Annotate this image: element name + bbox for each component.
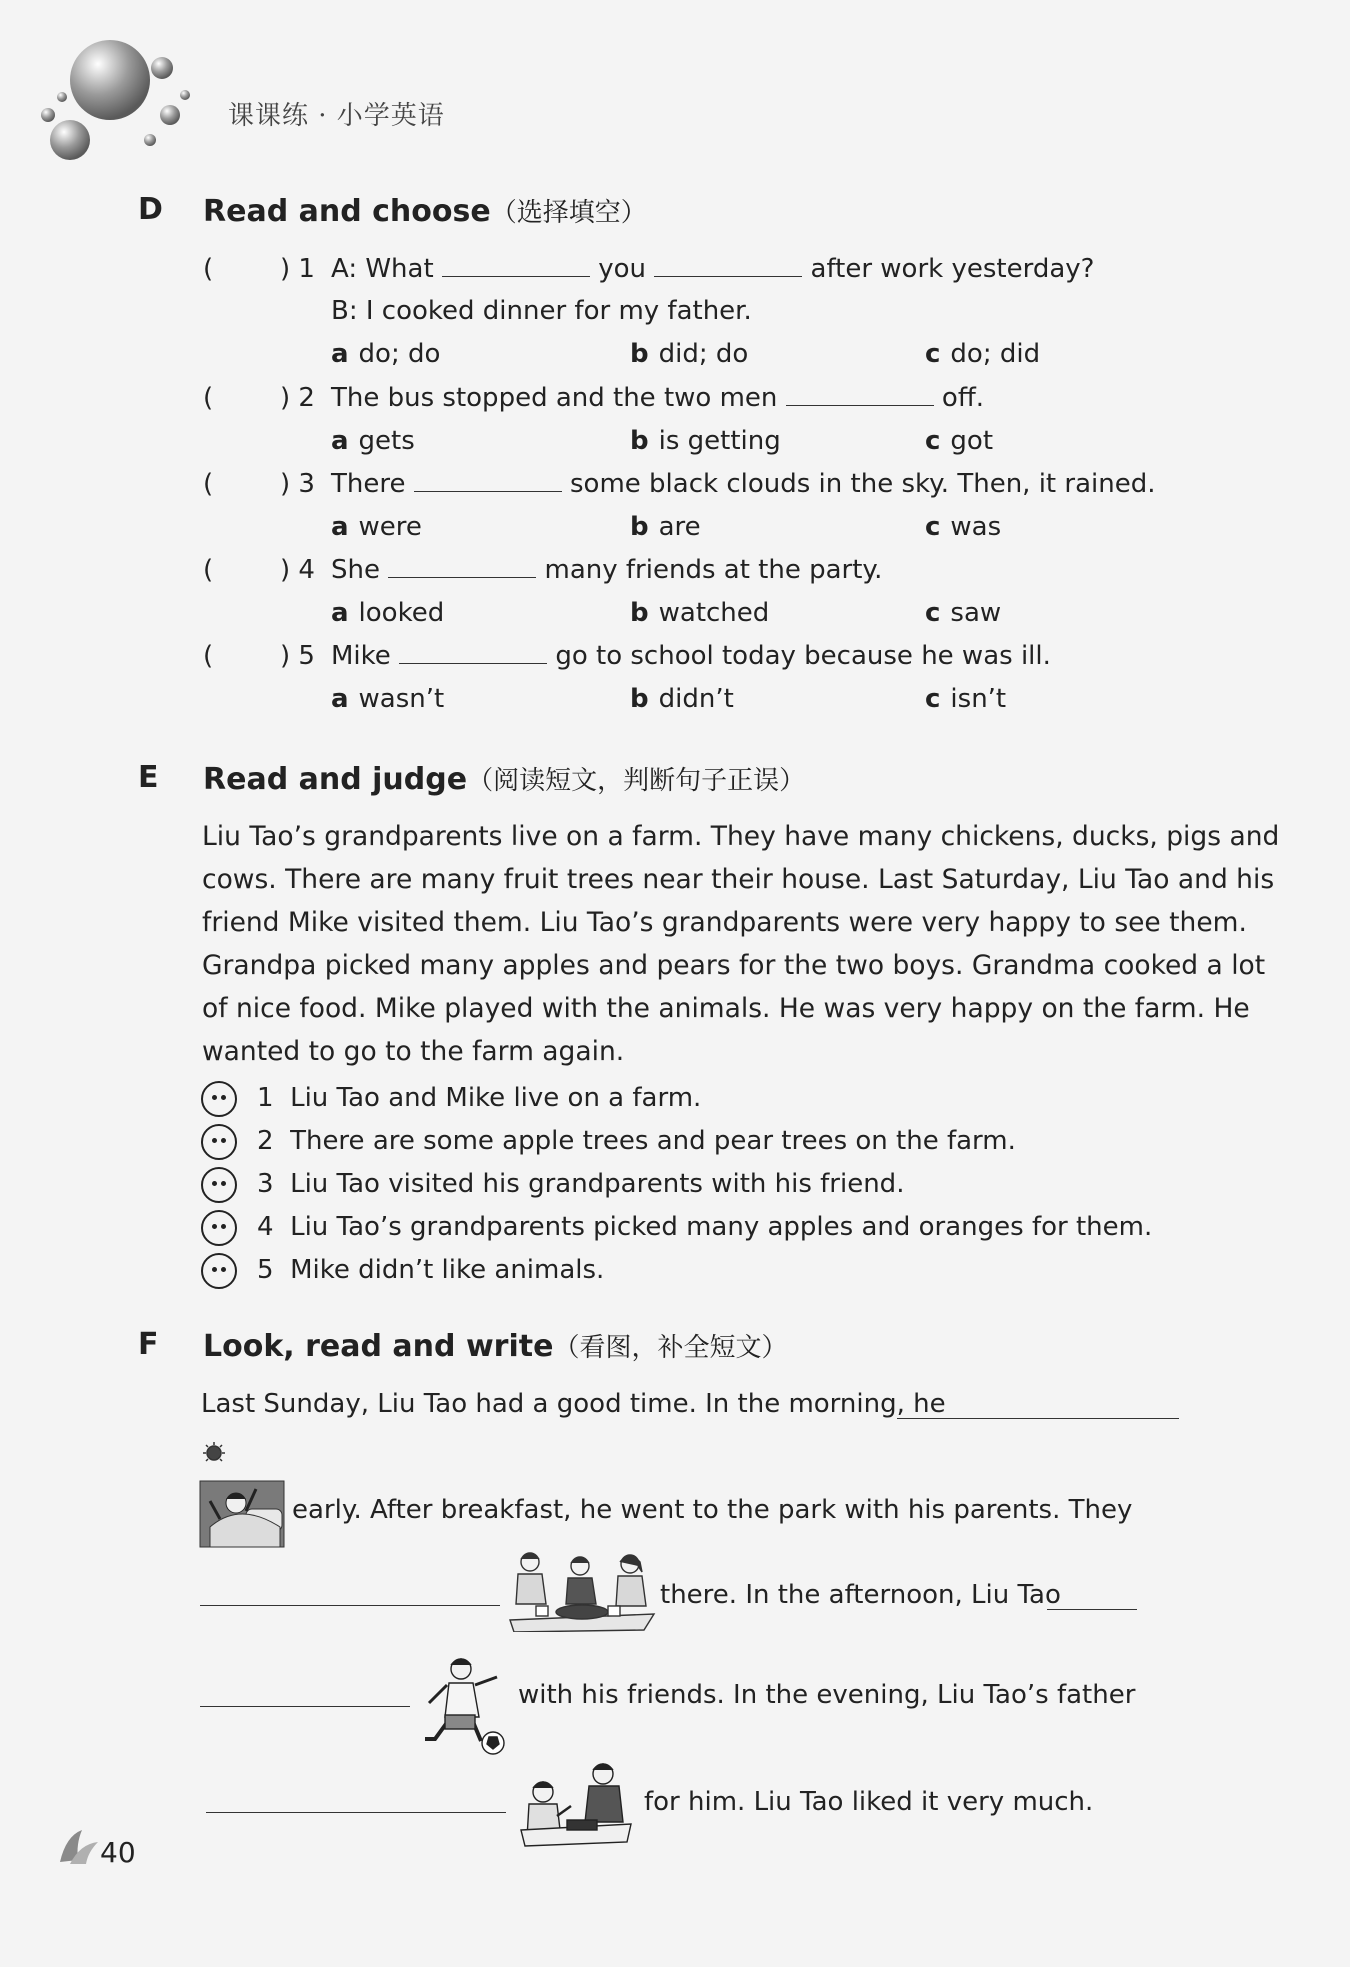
section-e-heading [203,760,805,797]
q5-paren-open: ( [203,641,214,671]
q3-prefix: There [331,469,406,499]
statement-text: Liu Tao visited his grandparents with his friend. [290,1169,905,1199]
f-blank-4[interactable] [200,1706,410,1707]
q2-paren-open: ( [203,383,214,413]
q1-option-c[interactable] [925,339,1040,369]
q1-blank-1[interactable] [442,254,590,277]
f-blank-5[interactable] [206,1812,506,1813]
face-icon-1[interactable] [201,1081,237,1117]
boy-waking-up-picture-icon [198,1441,286,1549]
option-letter: a [331,598,349,628]
q1-paren-open: ( [203,254,214,284]
q1-line2: B: I cooked dinner for my father. [331,296,752,326]
option-text: was [950,512,1002,542]
statement-1 [257,1083,701,1113]
q1-paren-close: ) [280,254,291,284]
q3-paren-open: ( [203,469,214,499]
passage-line: cows. There are many fruit trees near their house. Last Saturday, Liu Tao and his [202,864,1275,895]
f-line-3: there. In the afternoon, Liu Tao [660,1580,1061,1610]
statement-text: There are some apple trees and pear trees on the farm. [290,1126,1016,1156]
passage-line: friend Mike visited them. Liu Tao’s grandparents were very happy to see them. [202,907,1247,938]
face-icon-2[interactable] [201,1124,237,1160]
q4-option-c[interactable] [925,598,1001,628]
statement-5 [257,1255,604,1285]
q5-blank[interactable] [399,641,547,664]
q4-option-a[interactable] [331,598,444,628]
option-letter: a [331,339,349,369]
option-letter: a [331,426,349,456]
section-d-heading [203,192,647,229]
face-icon-4[interactable] [201,1210,237,1246]
q5-suffix: go to school today because he was ill. [555,641,1051,671]
option-text: didn’t [658,684,734,714]
option-letter: c [925,426,941,456]
option-letter: c [925,598,941,628]
option-text: gets [358,426,415,456]
statement-text: Liu Tao and Mike live on a farm. [290,1083,702,1113]
q3-paren-close: ) [280,469,291,499]
boy-playing-football-picture-icon [417,1655,511,1759]
section-f-title: Look, read and write [203,1329,554,1364]
q5-option-c[interactable] [925,684,1006,714]
q1-mid: you [598,254,646,284]
option-letter: c [925,339,941,369]
option-letter: a [331,684,349,714]
option-text: got [950,426,994,456]
q5-paren-close: ) [280,641,291,671]
q5-option-a[interactable] [331,684,444,714]
passage-line: of nice food. Mike played with the animals. He was very happy on the farm. He [202,993,1250,1024]
section-e-letter: E [138,760,159,795]
f-line-1: Last Sunday, Liu Tao had a good time. In the morning, he [201,1389,946,1419]
option-letter: c [925,512,941,542]
passage-line: Liu Tao’s grandparents live on a farm. They have many chickens, ducks, pigs and [202,821,1280,852]
q3-number [280,469,315,499]
option-letter: b [630,339,649,369]
option-text: saw [950,598,1002,628]
q5-num: 5 [298,641,315,671]
option-letter: b [630,684,649,714]
q2-number [280,383,315,413]
q2-paren-close: ) [280,383,291,413]
statement-text: Liu Tao’s grandparents picked many apples and oranges for them. [290,1212,1153,1242]
option-text: are [658,512,701,542]
family-picnic-picture-icon [508,1550,656,1632]
f-blank-3[interactable] [1047,1609,1137,1610]
section-f-subtitle: （看图，补全短文） [553,1333,788,1363]
statement-num: 2 [257,1126,274,1156]
q4-line1 [331,555,882,585]
q2-num: 2 [298,383,315,413]
q2-option-c[interactable] [925,426,993,456]
q4-blank[interactable] [388,555,536,578]
section-f-letter: F [138,1327,159,1362]
q2-option-a[interactable] [331,426,415,456]
q4-paren-close: ) [280,555,291,585]
statement-num: 3 [257,1169,274,1199]
section-e-title: Read and judge [203,762,468,797]
statement-3 [257,1169,904,1199]
q3-blank[interactable] [414,469,562,492]
statement-4 [257,1212,1152,1242]
option-text: do; did [950,339,1041,369]
q1-line1 [331,254,1094,284]
bubbles-logo-icon [40,35,200,170]
q4-prefix: She [331,555,380,585]
q1-blank-2[interactable] [654,254,802,277]
q1-option-b[interactable] [630,339,748,369]
option-text: isn’t [950,684,1007,714]
statement-2 [257,1126,1016,1156]
option-text: watched [658,598,770,628]
f-line-2: early. After breakfast, he went to the park with his parents. They [292,1495,1133,1525]
book-title: 课课练 · 小学英语 [228,101,445,131]
option-text: did; do [658,339,749,369]
option-text: were [358,512,422,542]
q2-blank[interactable] [786,383,934,406]
q5-number [280,641,315,671]
q4-num: 4 [298,555,315,585]
q2-option-b[interactable] [630,426,781,456]
option-letter: b [630,512,649,542]
q1-number [280,254,315,284]
father-cooking-dinner-picture-icon [513,1760,637,1852]
option-text: is getting [658,426,781,456]
q2-prefix: The bus stopped and the two men [331,383,778,413]
f-blank-2[interactable] [200,1605,500,1606]
q3-num: 3 [298,469,315,499]
option-text: looked [358,598,445,628]
section-f-heading [203,1327,787,1364]
f-line-4: with his friends. In the evening, Liu Tao’s father [518,1680,1136,1710]
section-d-title: Read and choose [203,194,491,229]
option-letter: b [630,598,649,628]
q3-suffix: some black clouds in the sky. Then, it rained. [570,469,1156,499]
statement-num: 1 [257,1083,274,1113]
section-e-subtitle: （阅读短文，判断句子正误） [467,766,806,796]
q5-prefix: Mike [331,641,391,671]
passage-line: Grandpa picked many apples and pears for the two boys. Grandma cooked a lot [202,950,1266,981]
option-text: wasn’t [358,684,445,714]
q3-option-a[interactable] [331,512,422,542]
q2-suffix: off. [941,383,985,413]
q1-option-a[interactable] [331,339,440,369]
statement-text: Mike didn’t like animals. [290,1255,605,1285]
q1-num: 1 [298,254,315,284]
q4-suffix: many friends at the party. [544,555,883,585]
q5-line1 [331,641,1051,671]
q1-prefix: A: What [331,254,434,284]
face-icon-5[interactable] [201,1253,237,1289]
page-number: 40 [100,1836,136,1869]
face-icon-3[interactable] [201,1167,237,1203]
q3-line1 [331,469,1155,499]
passage-line: wanted to go to the farm again. [202,1036,625,1067]
q4-paren-open: ( [203,555,214,585]
q1-suffix: after work yesterday? [810,254,1095,284]
leaf-page-icon [56,1828,100,1866]
f-blank-1[interactable] [897,1418,1179,1419]
option-letter: c [925,684,941,714]
section-d-letter: D [138,192,163,227]
statement-num: 5 [257,1255,274,1285]
q5-option-b[interactable] [630,684,734,714]
q3-option-b[interactable] [630,512,701,542]
option-letter: b [630,426,649,456]
q4-number [280,555,315,585]
option-text: do; do [358,339,441,369]
statement-num: 4 [257,1212,274,1242]
f-line-5: for him. Liu Tao liked it very much. [644,1787,1094,1817]
q2-line1 [331,383,984,413]
section-d-subtitle: （选择填空） [490,198,647,228]
q3-option-c[interactable] [925,512,1001,542]
q4-option-b[interactable] [630,598,769,628]
option-letter: a [331,512,349,542]
reading-passage [202,815,1280,1073]
